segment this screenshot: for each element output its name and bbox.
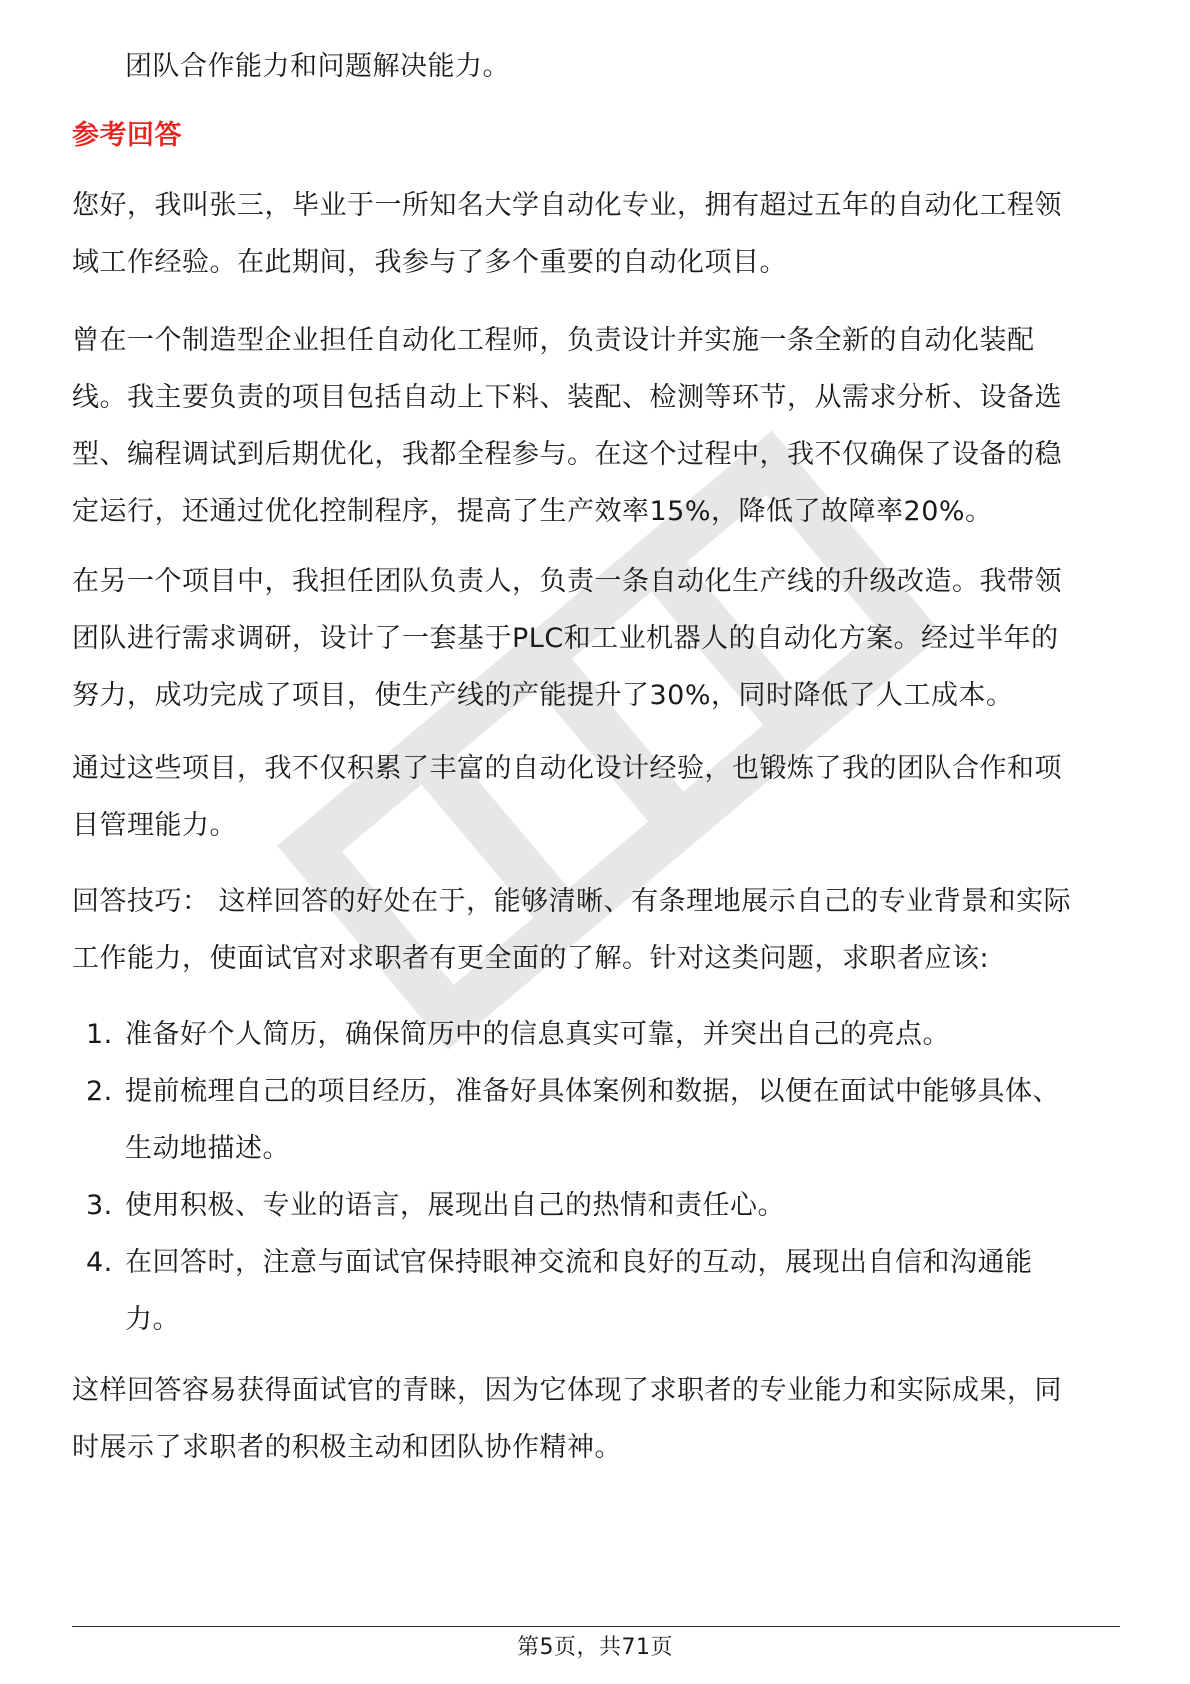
paragraph-project-1 (72, 312, 1122, 540)
paragraph-summary (72, 740, 1122, 854)
paragraph-line: 目管理能力。 (72, 810, 237, 841)
paragraph-tips-intro (72, 873, 1122, 987)
paragraph-line: 回答技巧： 这样回答的好处在于，能够清晰、有条理地展示自己的专业背景和实际 (72, 886, 1072, 917)
paragraph-project-2 (72, 553, 1122, 724)
list-item-line: 提前梳理自己的项目经历，准备好具体案例和数据，以便在面试中能够具体、 (125, 1076, 1060, 1107)
paragraph-line: 努力，成功完成了项目，使生产线的产能提升了30%，同时降低了人工成本。 (72, 680, 1014, 711)
paragraph-line: 定运行，还通过优化控制程序，提高了生产效率15%，降低了故障率20%。 (72, 496, 993, 527)
paragraph-line: 这样回答容易获得面试官的青睐，因为它体现了求职者的专业能力和实际成果，同 (72, 1375, 1062, 1406)
paragraph-line: 型、编程调试到后期优化，我都全程参与。在这个过程中，我不仅确保了设备的稳 (72, 439, 1062, 470)
list-item-number: 1. (86, 1019, 113, 1050)
list-item-line: 力。 (125, 1304, 180, 1335)
paragraph-line: 时展示了求职者的积极主动和团队协作精神。 (72, 1432, 622, 1463)
paragraph-line: 团队进行需求调研，设计了一套基于PLC和工业机器人的自动化方案。经过半年的 (72, 623, 1059, 654)
paragraph-line: 您好，我叫张三，毕业于一所知名大学自动化专业，拥有超过五年的自动化工程领 (72, 190, 1062, 221)
list-item (72, 1234, 1122, 1348)
list-item (72, 1177, 1122, 1234)
footer-divider (72, 1626, 1120, 1627)
paragraph-line: 域工作经验。在此期间，我参与了多个重要的自动化项目。 (72, 247, 787, 278)
list-item-line: 准备好个人简历，确保简历中的信息真实可靠，并突出自己的亮点。 (125, 1019, 950, 1050)
paragraph-line: 工作能力，使面试官对求职者有更全面的了解。针对这类问题，求职者应该: (72, 943, 990, 974)
paragraph-intro (72, 177, 1122, 291)
intro-tail-text (125, 38, 1175, 95)
paragraph-line: 线。我主要负责的项目包括自动上下料、装配、检测等环节，从需求分析、设备选 (72, 382, 1062, 413)
section-heading: 参考回答 (72, 120, 182, 151)
list-item-line: 生动地描述。 (125, 1133, 290, 1164)
list-item-line: 在回答时，注意与面试官保持眼神交流和良好的互动，展现出自信和沟通能 (125, 1247, 1033, 1278)
list-item-number: 3. (86, 1190, 113, 1221)
list-item-number: 2. (86, 1076, 113, 1107)
list-item (72, 1006, 1122, 1063)
paragraph-line: 在另一个项目中，我担任团队负责人，负责一条自动化生产线的升级改造。我带领 (72, 566, 1062, 597)
intro-tail-line: 团队合作能力和问题解决能力。 (125, 51, 510, 82)
list-item (72, 1063, 1122, 1177)
list-item-number: 4. (86, 1247, 113, 1278)
paragraph-line: 通过这些项目，我不仅积累了丰富的自动化设计经验，也锻炼了我的团队合作和项 (72, 753, 1062, 784)
page-number: 第5页，共71页 (517, 1635, 673, 1660)
tips-list (72, 1006, 1122, 1348)
paragraph-closing (72, 1362, 1122, 1476)
paragraph-line: 曾在一个制造型企业担任自动化工程师，负责设计并实施一条全新的自动化装配 (72, 325, 1035, 356)
list-item-line: 使用积极、专业的语言，展现出自己的热情和责任心。 (125, 1190, 785, 1221)
